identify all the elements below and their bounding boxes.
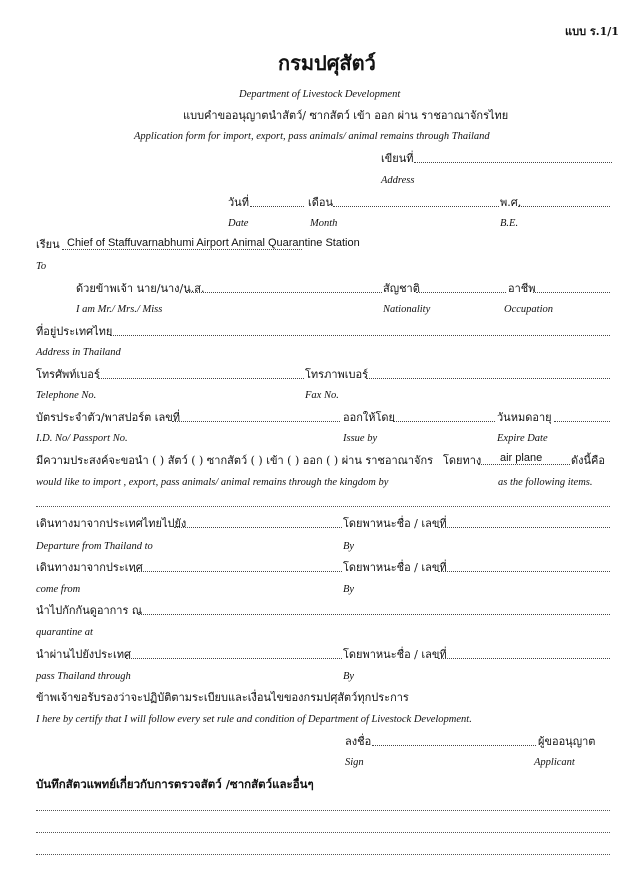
fax-label-en: Fax No. xyxy=(305,390,339,401)
issue-by-label-en: Issue by xyxy=(343,433,378,444)
departure-label: เดินทางมาจากประเทศไทยไปยัง xyxy=(36,517,187,530)
address-thailand-label: ที่อยู่ประเทศไทย xyxy=(36,325,113,338)
occupation-field[interactable] xyxy=(533,292,610,293)
date-year-label-en: B.E. xyxy=(500,218,519,229)
quarantine-label-en: quarantine at xyxy=(36,627,93,638)
heading-english: Department of Livestock Development xyxy=(239,89,401,100)
expire-date-label: วันหมดอายุ xyxy=(497,411,552,424)
vet-notes-heading: บันทึกสัตวแพทย์เกี่ยวกับการตรวจสัตว์ /ซากสัตว์และอื่นๆ xyxy=(36,777,314,791)
departure-vehicle-field[interactable] xyxy=(438,527,610,528)
date-year-label: พ.ศ. xyxy=(500,196,522,209)
pass-through-vehicle-label-en: By xyxy=(343,671,355,682)
pass-through-label: นำผ่านไปยังประเทศ xyxy=(36,648,131,661)
written-at-label: เขียนที่ xyxy=(381,152,414,165)
occupation-label: อาชีพ xyxy=(508,282,536,295)
vet-notes-line-3[interactable] xyxy=(36,854,610,855)
applicant-name-label-en: I am Mr./ Mrs./ Miss xyxy=(76,304,163,315)
transport-by-value[interactable]: air plane xyxy=(500,452,543,464)
pass-through-label-en: pass Thailand through xyxy=(36,671,131,682)
date-month-field[interactable] xyxy=(333,206,499,207)
applicant-name-label: ด้วยข้าพเจ้า นาย/นาง/น.ส. xyxy=(76,282,205,295)
quarantine-field[interactable] xyxy=(138,614,610,615)
departure-label-en: Departure from Thailand to xyxy=(36,541,153,552)
occupation-label-en: Occupation xyxy=(504,304,553,315)
telephone-field[interactable] xyxy=(98,378,304,379)
to-label-en: To xyxy=(36,261,47,272)
id-passport-label: บัตรประจำตัว/พาสปอร์ต เลขที่ xyxy=(36,411,181,424)
date-day-label-en: Date xyxy=(228,218,249,229)
fax-label: โทรภาพเบอร์ xyxy=(305,368,369,381)
telephone-label-en: Telephone No. xyxy=(36,390,97,401)
departure-field[interactable] xyxy=(174,527,342,528)
pass-through-vehicle-field[interactable] xyxy=(438,658,610,659)
written-at-label-en: Address xyxy=(381,175,415,186)
form-subtitle-english: Application form for import, export, pass animals/ animal remains through Thailand xyxy=(134,131,490,142)
pass-through-field[interactable] xyxy=(126,658,342,659)
signature-field[interactable] xyxy=(372,745,536,746)
to-value[interactable]: Chief of Staffuvarnabhumi Airport Animal Quarantine Station xyxy=(67,237,360,249)
page-title: กรมปศุสัตว์ xyxy=(278,51,376,75)
come-from-vehicle-label: โดยพาหนะชื่อ / เลขที่ xyxy=(343,561,447,574)
expire-date-field[interactable] xyxy=(554,421,610,422)
form-code: แบบ ร.1/1 xyxy=(565,25,619,38)
nationality-label: สัญชาติ xyxy=(383,282,420,295)
sign-label-en: Sign xyxy=(345,757,364,768)
address-thailand-label-en: Address in Thailand xyxy=(36,347,121,358)
come-from-label: เดินทางมาจากประเทศ xyxy=(36,561,143,574)
departure-vehicle-label: โดยพาหนะชื่อ / เลขที่ xyxy=(343,517,447,530)
purpose-label: มีความประสงค์จะขอนำ ( ) สัตว์ ( ) ซากสัตว์ ( ) เข้า ( ) ออก ( ) ผ่าน ราชอาณาจักร xyxy=(36,454,434,467)
form-subtitle-thai: แบบคำขออนุญาตนำสัตว์/ ซากสัตว์ เข้า ออก ผ่าน ราชอาณาจักรไทย xyxy=(183,109,509,122)
to-field[interactable] xyxy=(62,249,302,250)
purpose-label-en: would like to import , export, pass animals/ animal remains through the kingdom by xyxy=(36,477,389,488)
as-follows-label-en: as the following items. xyxy=(498,477,593,488)
transport-by-label: โดยทาง xyxy=(443,454,482,467)
vet-notes-line-1[interactable] xyxy=(36,810,610,811)
certify-statement-thai: ข้าพเจ้าขอรับรองว่าจะปฏิบัติตามระเบียบและเงื่อนไขของกรมปศุสัตว์ทุกประการ xyxy=(36,691,409,704)
expire-date-label-en: Expire Date xyxy=(497,433,548,444)
telephone-label: โทรศัพท์เบอร์ xyxy=(36,368,100,381)
id-passport-field[interactable] xyxy=(172,421,340,422)
come-from-vehicle-field[interactable] xyxy=(438,571,610,572)
nationality-label-en: Nationality xyxy=(383,304,431,315)
come-from-label-en: come from xyxy=(36,584,81,595)
vet-notes-line-2[interactable] xyxy=(36,832,610,833)
date-year-field[interactable] xyxy=(518,206,610,207)
as-follows-label: ดังนี้คือ xyxy=(571,454,605,467)
departure-vehicle-label-en: By xyxy=(343,541,355,552)
come-from-field[interactable] xyxy=(134,571,342,572)
quarantine-label: นำไปกักกันดูอาการ ณ xyxy=(36,604,143,617)
date-month-label-en: Month xyxy=(310,218,338,229)
pass-through-vehicle-label: โดยพาหนะชื่อ / เลขที่ xyxy=(343,648,447,661)
transport-by-field[interactable] xyxy=(478,464,570,465)
issue-by-label: ออกให้โดย xyxy=(343,411,395,424)
applicant-name-field[interactable] xyxy=(186,292,382,293)
nationality-field[interactable] xyxy=(416,292,506,293)
written-at-field[interactable] xyxy=(414,162,612,163)
date-day-field[interactable] xyxy=(250,206,304,207)
address-thailand-field[interactable] xyxy=(110,335,610,336)
applicant-label: ผู้ขออนุญาต xyxy=(538,735,596,748)
certify-statement-english: I here by certify that I will follow every set rule and condition of Department of Livestock Development. xyxy=(36,714,472,725)
purpose-details-line[interactable] xyxy=(36,506,610,507)
fax-field[interactable] xyxy=(366,378,610,379)
sign-label: ลงชื่อ xyxy=(345,735,372,748)
date-day-label: วันที่ xyxy=(228,196,249,209)
applicant-label-en: Applicant xyxy=(534,757,575,768)
id-passport-label-en: I.D. No/ Passport No. xyxy=(36,433,128,444)
to-label: เรียน xyxy=(36,238,60,251)
date-month-label: เดือน xyxy=(308,196,334,209)
issue-by-field[interactable] xyxy=(393,421,495,422)
come-from-vehicle-label-en: By xyxy=(343,584,355,595)
